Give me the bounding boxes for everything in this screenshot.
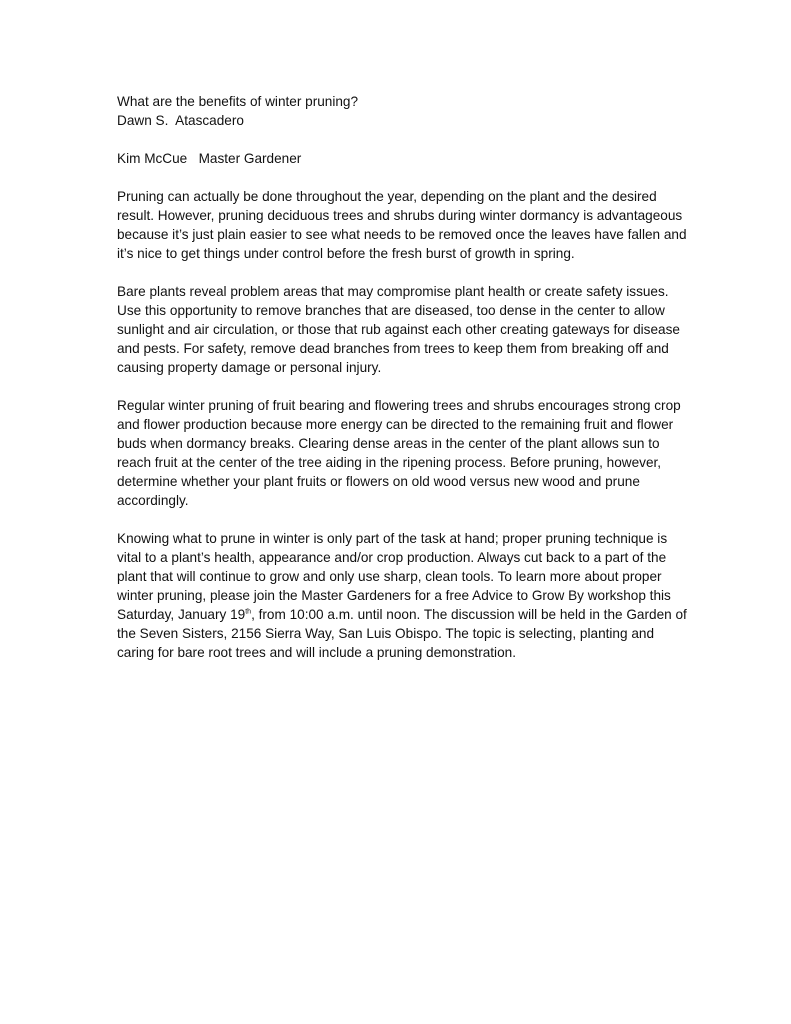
paragraph-3: Regular winter pruning of fruit bearing and flowering trees and shrubs encourages strong crop and flower production because more energy can be directed to the remaining fruit and flower buds when dormancy breaks. Clearing dense areas in the center of the plant allows sun to reach fruit at the center of the tree aiding in the ripening process. Before pruning, however, determine whether your plant fruits or flowers on old wood versus new wood and prune accordingly.	[117, 398, 681, 508]
paragraph-4-part-1: Knowing what to prune in winter is only part of the task at hand; proper pruning technique is vital to a plant’s health, appearance and/or crop production. Always cut back to a part of the plant that will continue to grow and only use sharp, clean tools. To learn more about proper winter pruning, please join the Master Gardeners for a free Advice to Grow By workshop this Saturday, January 19	[117, 531, 671, 622]
paragraph-1: Pruning can actually be done throughout the year, depending on the plant and the desired result. However, pruning deciduous trees and shrubs during winter dormancy is advantageous because it’s just plain easier to see what needs to be removed once the leaves have fallen and it’s nice to get things under control before the fresh burst of growth in spring.	[117, 189, 687, 261]
document-page	[117, 92, 689, 681]
spacer	[117, 130, 689, 149]
date-superscript: th	[245, 608, 252, 616]
paragraph-4	[117, 529, 689, 662]
paragraph-2: Bare plants reveal problem areas that may compromise plant health or create safety issues. Use this opportunity to remove branches that are diseased, too dense in the center to allow sunlight and air circulation, or those that rub against each other creating gateways for disease and pests. For safety, remove dead branches from trees to keep them from breaking off and causing property damage or personal injury.	[117, 284, 680, 375]
answerer-name: Kim McCue Master Gardener	[117, 151, 302, 166]
spacer	[117, 168, 689, 187]
question-title: What are the benefits of winter pruning?	[117, 94, 359, 109]
paragraph-4-part-2: , from 10:00 a.m. until noon. The discussion will be held in the Garden of the Seven Sisters, 2156 Sierra Way, San Luis Obispo. The topic is selecting, planting and caring for bare root trees and will include a pruning demonstration.	[117, 607, 687, 660]
asker-name: Dawn S. Atascadero	[117, 113, 244, 128]
